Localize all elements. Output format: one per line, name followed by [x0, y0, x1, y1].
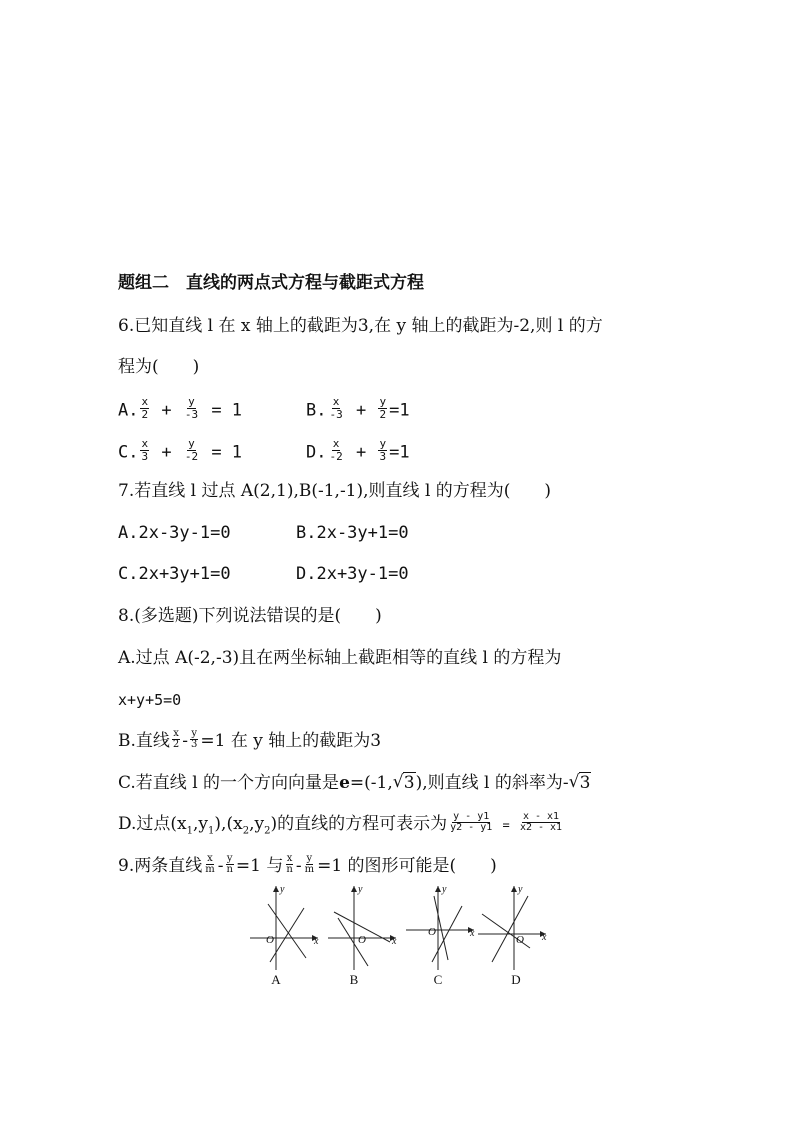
- vector-e: e: [339, 773, 350, 793]
- q7-stem: 7.若直线 l 过点 A(2,1),B(-1,-1),则直线 l 的方程为( ): [118, 481, 552, 501]
- option-text: ),则直线 l 的斜率为-: [415, 773, 569, 793]
- figure-label: A: [271, 972, 281, 987]
- fraction: $\frac{y}{m}$: [304, 853, 315, 875]
- origin-label: O: [266, 934, 274, 946]
- q8-option-c[interactable]: [118, 772, 591, 794]
- option-text: =1 在 y 轴上的截距为3: [200, 731, 382, 751]
- sqrt: √ 3: [569, 772, 592, 794]
- fraction: $\frac{x}{2}$: [141, 395, 149, 421]
- q7-option-a[interactable]: A.2x-3y-1=0: [118, 523, 231, 543]
- x-axis-label: x: [392, 936, 397, 947]
- q9-figure-c[interactable]: [404, 882, 476, 992]
- x-axis-label: x: [314, 936, 319, 947]
- q6-option-a[interactable]: [118, 395, 243, 423]
- q8-stem: 8.(多选题)下列说法错误的是( ): [118, 606, 382, 626]
- q9-figures: [248, 882, 548, 992]
- coordinate-graph: [476, 882, 548, 972]
- operator: +: [345, 400, 377, 421]
- q6-option-d[interactable]: [306, 437, 410, 465]
- origin-label: O: [516, 934, 524, 946]
- figure-label: D: [511, 972, 521, 987]
- operator: +: [151, 442, 182, 463]
- q6-stem-line2: 程为( ): [118, 357, 200, 377]
- option-label: D.: [306, 442, 327, 463]
- option-label: B.: [306, 400, 327, 421]
- origin-label: O: [428, 926, 436, 938]
- fraction: $\frac{x}{m}$: [205, 853, 215, 875]
- option-label: A.: [118, 400, 139, 421]
- option-text: D.过点(x: [118, 814, 187, 834]
- fraction: $\frac{y}{3}$: [379, 437, 387, 463]
- y-axis-label: y: [442, 884, 447, 895]
- coordinate-graph: [326, 882, 398, 972]
- q8-option-b[interactable]: [118, 730, 381, 752]
- q7-option-c[interactable]: C.2x+3y+1=0: [118, 564, 231, 584]
- rhs: = 1: [201, 442, 243, 463]
- fraction: $\frac{x}{2}$: [172, 728, 180, 750]
- option-text: C.若直线 l 的一个方向向量是: [118, 773, 340, 793]
- fraction: $\frac{y}{3}$: [191, 728, 198, 750]
- y-axis-label: y: [280, 884, 285, 895]
- section-title: 题组二 直线的两点式方程与截距式方程: [118, 273, 424, 293]
- operator: -: [182, 731, 189, 751]
- y-axis-label: y: [518, 884, 523, 895]
- coordinate-graph: [248, 882, 320, 972]
- q7-option-b[interactable]: B.2x-3y+1=0: [296, 523, 409, 543]
- operator: +: [151, 400, 182, 421]
- fraction: $\frac{x}{3}$: [141, 437, 149, 463]
- fraction: $\frac{x - x1}{x2 - x1}$: [519, 811, 563, 833]
- figure-label: B: [349, 972, 359, 987]
- q8-option-a-line2[interactable]: x+y+5=0: [118, 691, 182, 709]
- rhs: =1: [389, 400, 410, 421]
- x-axis-label: x: [470, 928, 475, 939]
- option-text: )的直线的方程可表示为: [270, 814, 448, 834]
- q8-option-a-line1[interactable]: A.过点 A(-2,-3)且在两坐标轴上截距相等的直线 l 的方程为: [118, 648, 562, 668]
- q8-option-d[interactable]: D.过点$(x_1,y_1),(x_2,y_2)$的直线的方程可表示为 $\frac{y - y1}{y2 - y1}$ = $\frac{x - x1}{x2 - x1}$: [118, 811, 563, 837]
- q6-option-b[interactable]: [306, 395, 410, 423]
- q6-stem-line1: 6.已知直线 l 在 x 轴上的截距为3,在 y 轴上的截距为-2,则 l 的方: [118, 316, 603, 336]
- q6-option-c[interactable]: [118, 437, 243, 465]
- q9-figure-b[interactable]: [326, 882, 398, 992]
- q9-stem: 9.两条直线 $\frac{x}{m}$ - $\frac{y}{n}$ =1 与 $\frac{x}{n}$ - $\frac{y}{m}$ =1 的图形可能是( ): [118, 853, 497, 876]
- q9-figure-d[interactable]: [476, 882, 548, 992]
- sqrt: √ 3: [393, 772, 416, 794]
- rhs: =1: [389, 442, 410, 463]
- rhs: = 1: [201, 400, 243, 421]
- fraction: $\frac{y}{n}$: [226, 853, 233, 875]
- fraction: $\frac{x}{-3}$: [329, 395, 343, 421]
- origin-label: O: [358, 934, 366, 946]
- fraction: $\frac{y}{-2}$: [184, 437, 199, 463]
- fraction: $\frac{y}{2}$: [379, 395, 387, 421]
- q7-option-d[interactable]: D.2x+3y-1=0: [296, 564, 409, 584]
- option-label: C.: [118, 442, 139, 463]
- x-axis-label: x: [542, 932, 547, 943]
- option-text: B.直线: [118, 731, 170, 751]
- q9-figure-a[interactable]: [248, 882, 320, 992]
- fraction: $\frac{y - y1}{y2 - y1}$: [450, 811, 493, 833]
- operator: +: [345, 442, 377, 463]
- option-text: =(-1,: [349, 773, 393, 793]
- figure-label: C: [433, 972, 443, 987]
- y-axis-label: y: [358, 884, 363, 895]
- fraction: $\frac{x}{n}$: [286, 853, 293, 875]
- coordinate-graph: [404, 882, 476, 972]
- fraction: $\frac{y}{-3}$: [184, 395, 199, 421]
- fraction: $\frac{x}{-2}$: [329, 437, 343, 463]
